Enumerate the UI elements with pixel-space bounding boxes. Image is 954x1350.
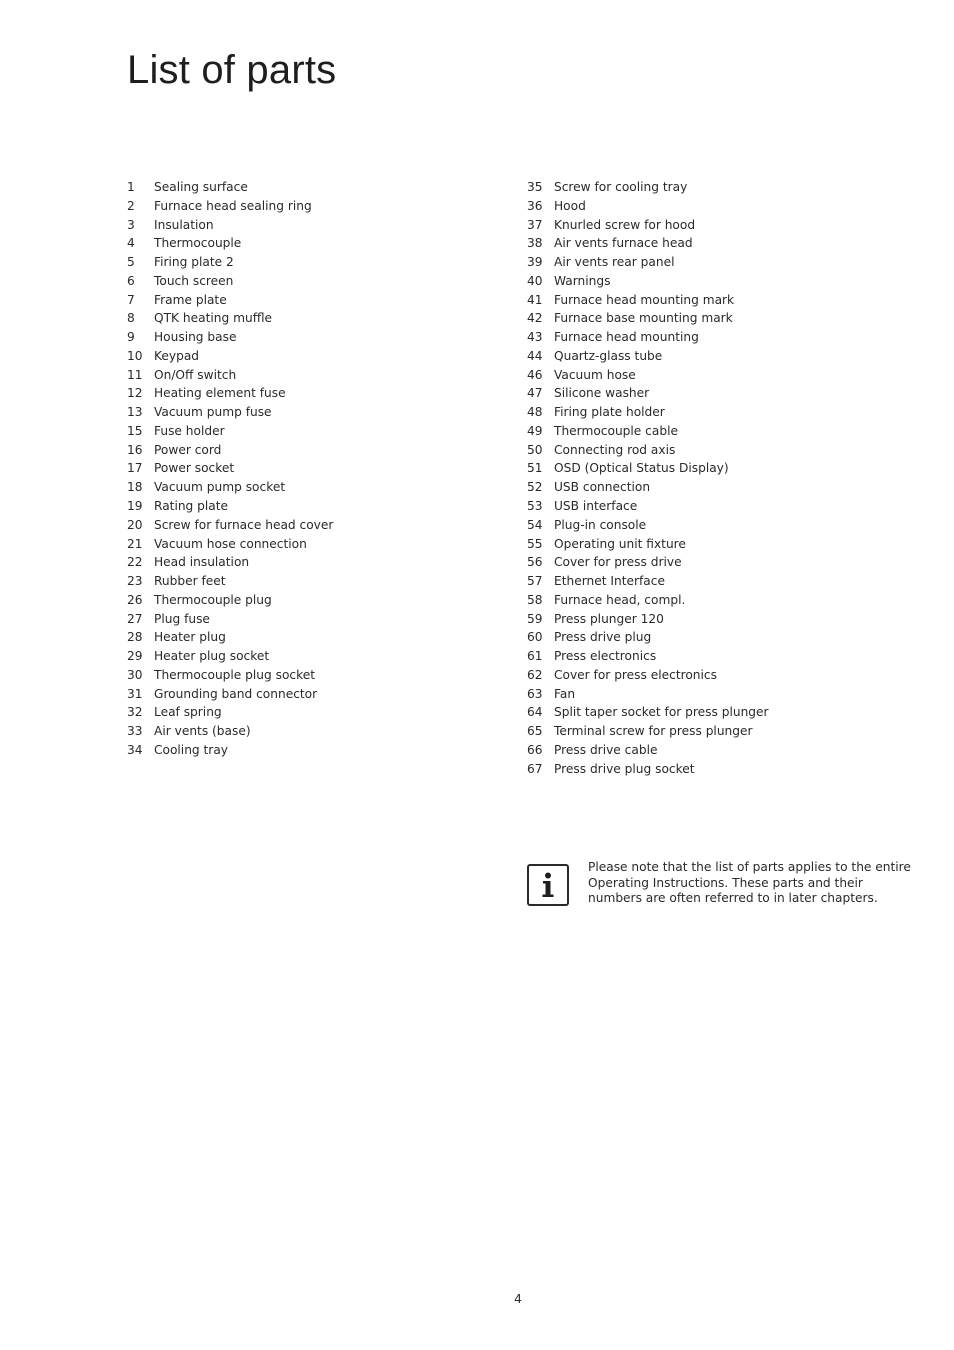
part-item <box>527 459 927 478</box>
part-label: Furnace head mounting mark <box>554 292 735 307</box>
part-label: Fuse holder <box>154 423 225 438</box>
part-item <box>127 516 497 535</box>
parts-list-left <box>127 178 497 760</box>
part-label: Heater plug <box>154 630 226 645</box>
part-item <box>127 572 497 591</box>
part-number: 11 <box>127 367 143 382</box>
part-label: Hood <box>554 198 586 213</box>
part-number: 51 <box>527 461 543 476</box>
part-number: 26 <box>127 592 143 607</box>
part-item <box>527 591 927 610</box>
part-number: 22 <box>127 555 143 570</box>
part-number: 58 <box>527 592 543 607</box>
info-note <box>527 860 917 920</box>
part-number: 28 <box>127 630 143 645</box>
part-label: Split taper socket for press plunger <box>554 705 769 720</box>
part-item <box>527 647 927 666</box>
part-number: 12 <box>127 386 143 401</box>
part-item <box>527 685 927 704</box>
part-label: Rating plate <box>154 499 229 514</box>
part-item <box>127 497 497 516</box>
part-number: 53 <box>527 499 543 514</box>
part-item <box>127 478 497 497</box>
part-item <box>127 291 497 310</box>
part-item <box>527 272 927 291</box>
part-item <box>527 628 927 647</box>
part-item <box>527 535 927 554</box>
part-item <box>127 553 497 572</box>
part-item <box>127 403 497 422</box>
part-label: On/Off switch <box>154 367 237 382</box>
part-item <box>527 516 927 535</box>
part-number: 36 <box>527 198 543 213</box>
part-label: Furnace base mounting mark <box>554 311 733 326</box>
part-number: 40 <box>527 273 543 288</box>
part-number: 1 <box>127 180 135 194</box>
part-label: Vacuum pump socket <box>154 480 286 495</box>
part-number: 34 <box>127 742 143 757</box>
part-item <box>527 216 927 235</box>
part-label: Insulation <box>154 217 214 232</box>
part-label: Heater plug socket <box>154 649 270 664</box>
part-item <box>527 760 927 779</box>
part-number: 52 <box>527 480 543 495</box>
part-item <box>527 253 927 272</box>
part-item <box>127 441 497 460</box>
part-item <box>127 253 497 272</box>
part-label: Thermocouple plug socket <box>154 667 316 682</box>
part-item <box>127 384 497 403</box>
part-item <box>527 403 927 422</box>
part-number: 55 <box>527 536 543 551</box>
part-number: 66 <box>527 742 543 757</box>
part-item <box>527 666 927 685</box>
part-item <box>527 441 927 460</box>
part-number: 3 <box>127 217 135 232</box>
part-number: 9 <box>127 330 135 345</box>
part-number: 56 <box>527 555 543 570</box>
part-number: 27 <box>127 611 143 626</box>
part-item <box>127 685 497 704</box>
part-number: 5 <box>127 255 135 270</box>
part-number: 48 <box>527 405 543 420</box>
part-label: Cover for press electronics <box>554 667 717 682</box>
part-label: Press electronics <box>554 649 657 664</box>
part-label: Frame plate <box>154 292 227 307</box>
part-label: Grounding band connector <box>154 686 318 701</box>
part-number: 42 <box>527 311 543 326</box>
part-number: 49 <box>527 423 543 438</box>
part-item <box>127 178 497 197</box>
part-item <box>527 366 927 385</box>
page-title: List of parts <box>127 48 337 92</box>
part-number: 6 <box>127 273 135 288</box>
part-number: 43 <box>527 330 543 345</box>
part-label: Air vents furnace head <box>554 236 693 251</box>
part-number: 39 <box>527 255 543 270</box>
part-label: Cover for press drive <box>554 555 682 570</box>
part-number: 61 <box>527 649 543 664</box>
part-item <box>527 291 927 310</box>
part-label: Thermocouple plug <box>154 592 272 607</box>
part-item <box>527 309 927 328</box>
part-item <box>527 741 927 760</box>
part-item <box>127 703 497 722</box>
part-number: 64 <box>527 705 543 720</box>
part-item <box>127 666 497 685</box>
part-number: 37 <box>527 217 543 232</box>
part-label: USB interface <box>554 499 638 514</box>
part-label: Quartz-glass tube <box>554 348 663 363</box>
part-item <box>527 384 927 403</box>
part-label: Firing plate 2 <box>154 255 234 270</box>
part-item <box>527 722 927 741</box>
part-label: Heating element fuse <box>154 386 286 401</box>
part-label: Leaf spring <box>154 705 222 720</box>
part-item <box>127 309 497 328</box>
part-item <box>127 366 497 385</box>
part-number: 54 <box>527 517 543 532</box>
part-item <box>527 572 927 591</box>
part-item <box>527 422 927 441</box>
note-text: Please note that the list of parts applies to the entire Operating Instructions. These parts and their numbers are often referred to in later chapters. <box>588 860 911 905</box>
part-number: 33 <box>127 724 143 739</box>
part-label: Furnace head mounting <box>554 330 699 345</box>
part-label: Screw for cooling tray <box>554 180 688 194</box>
part-label: Vacuum pump fuse <box>154 405 272 420</box>
part-label: Press plunger 120 <box>554 611 664 626</box>
part-label: Thermocouple cable <box>554 423 678 438</box>
part-label: Sealing surface <box>154 180 248 194</box>
part-number: 57 <box>527 574 543 589</box>
part-item <box>527 197 927 216</box>
part-label: Keypad <box>154 348 200 363</box>
part-label: Firing plate holder <box>554 405 665 420</box>
part-label: Furnace head sealing ring <box>154 198 312 213</box>
part-label: Connecting rod axis <box>554 442 676 457</box>
part-number: 59 <box>527 611 543 626</box>
part-label: Press drive plug <box>554 630 652 645</box>
part-number: 46 <box>527 367 543 382</box>
part-label: Vacuum hose connection <box>154 536 307 551</box>
part-number: 32 <box>127 705 143 720</box>
part-label: Air vents (base) <box>154 724 251 739</box>
part-label: Terminal screw for press plunger <box>554 724 753 739</box>
part-label: Rubber feet <box>154 574 226 589</box>
part-label: Cooling tray <box>154 742 228 757</box>
part-label: Warnings <box>554 273 611 288</box>
part-number: 65 <box>527 724 543 739</box>
part-label: Touch screen <box>154 273 234 288</box>
part-number: 21 <box>127 536 143 551</box>
part-number: 18 <box>127 480 143 495</box>
part-label: Press drive plug socket <box>554 761 695 776</box>
part-label: Press drive cable <box>554 742 658 757</box>
part-label: Fan <box>554 686 576 701</box>
part-item <box>127 628 497 647</box>
part-item <box>127 328 497 347</box>
part-label: Vacuum hose <box>554 367 636 382</box>
part-item <box>127 610 497 629</box>
part-label: Power cord <box>154 442 222 457</box>
part-item <box>527 234 927 253</box>
part-number: 7 <box>127 292 135 307</box>
part-number: 50 <box>527 442 543 457</box>
part-label: Head insulation <box>154 555 250 570</box>
part-number: 62 <box>527 667 543 682</box>
part-label: QTK heating muffle <box>154 311 272 326</box>
part-item <box>127 741 497 760</box>
part-item <box>527 610 927 629</box>
part-label: Screw for furnace head cover <box>154 517 334 532</box>
part-label: Plug fuse <box>154 611 210 626</box>
part-item <box>527 347 927 366</box>
part-number: 31 <box>127 686 143 701</box>
part-label: Ethernet Interface <box>554 574 665 589</box>
part-number: 8 <box>127 311 135 326</box>
part-item <box>127 347 497 366</box>
part-label: Plug-in console <box>554 517 647 532</box>
part-item <box>127 647 497 666</box>
part-item <box>127 535 497 554</box>
part-number: 44 <box>527 348 543 363</box>
part-item <box>127 722 497 741</box>
part-item <box>527 328 927 347</box>
part-number: 19 <box>127 499 143 514</box>
part-number: 23 <box>127 574 143 589</box>
part-item <box>527 178 927 197</box>
part-number: 60 <box>527 630 543 645</box>
part-number: 10 <box>127 348 143 363</box>
part-label: Knurled screw for hood <box>554 217 696 232</box>
part-item <box>127 272 497 291</box>
part-item <box>127 422 497 441</box>
part-item <box>527 478 927 497</box>
part-item <box>127 216 497 235</box>
part-number: 13 <box>127 405 143 420</box>
part-item <box>527 553 927 572</box>
part-label: Thermocouple <box>154 236 242 251</box>
info-icon <box>527 864 569 906</box>
part-number: 67 <box>527 761 543 776</box>
parts-list-right <box>527 178 927 779</box>
part-number: 16 <box>127 442 143 457</box>
part-label: OSD (Optical Status Display) <box>554 461 729 476</box>
part-number: 63 <box>527 686 543 701</box>
part-item <box>127 591 497 610</box>
part-label: Air vents rear panel <box>554 255 675 270</box>
part-item <box>127 234 497 253</box>
part-item <box>127 197 497 216</box>
part-number: 47 <box>527 386 543 401</box>
part-label: Operating unit fixture <box>554 536 686 551</box>
part-number: 4 <box>127 236 135 251</box>
part-number: 17 <box>127 461 143 476</box>
part-label: USB connection <box>554 480 651 495</box>
part-number: 15 <box>127 423 143 438</box>
part-label: Furnace head, compl. <box>554 592 686 607</box>
part-number: 35 <box>527 180 543 194</box>
part-item <box>527 497 927 516</box>
part-number: 38 <box>527 236 543 251</box>
part-number: 41 <box>527 292 543 307</box>
part-number: 30 <box>127 667 143 682</box>
part-label: Housing base <box>154 330 237 345</box>
part-number: 2 <box>127 198 135 213</box>
part-item <box>127 459 497 478</box>
part-number: 20 <box>127 517 143 532</box>
part-number: 29 <box>127 649 143 664</box>
part-label: Silicone washer <box>554 386 650 401</box>
page-number: 4 <box>514 1292 522 1306</box>
part-item <box>527 703 927 722</box>
part-label: Power socket <box>154 461 235 476</box>
